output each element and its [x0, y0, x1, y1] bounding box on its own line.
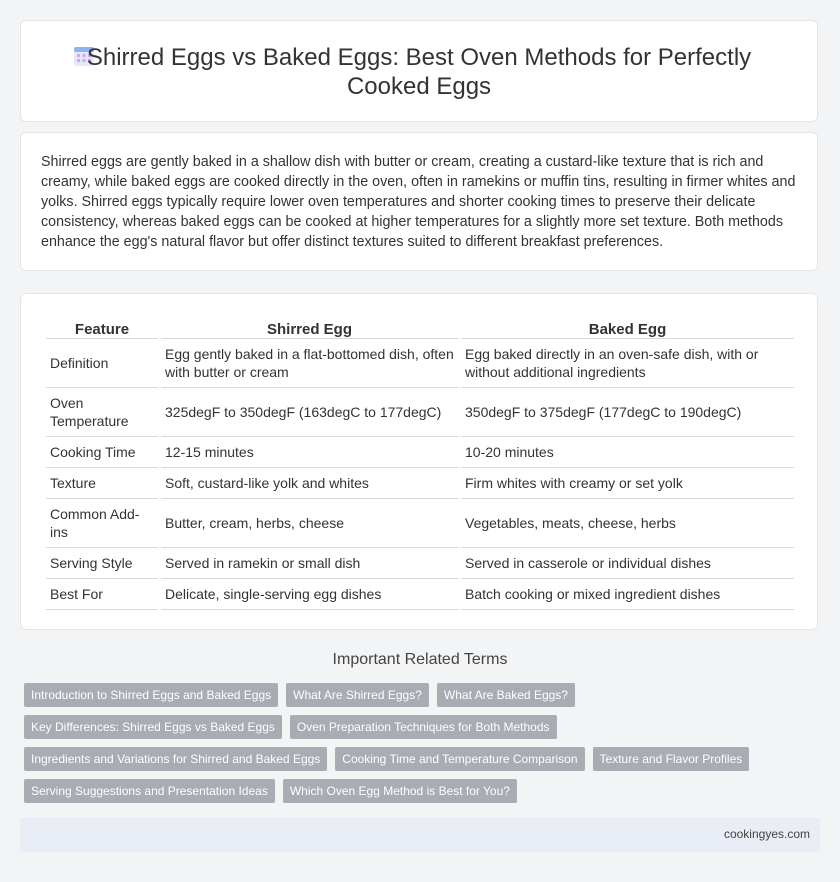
related-term-tag[interactable]: Texture and Flavor Profiles [593, 747, 750, 771]
title-card [20, 20, 818, 122]
related-term-tag[interactable]: What Are Shirred Eggs? [286, 683, 429, 707]
related-term-tag[interactable]: Serving Suggestions and Presentation Ideas [24, 779, 275, 803]
comparison-table [43, 312, 797, 610]
table-row [46, 339, 794, 388]
baked-cell: Batch cooking or mixed ingredient dishes [461, 579, 794, 610]
related-terms-tags [24, 683, 814, 811]
row-label: Definition [46, 339, 158, 388]
row-label: Texture [46, 468, 158, 499]
row-label: Serving Style [46, 548, 158, 579]
shirred-cell: Delicate, single-serving egg dishes [161, 579, 458, 610]
row-label: Common Add-ins [46, 499, 158, 548]
header-baked-egg: Baked Egg [461, 312, 794, 339]
shirred-cell: Butter, cream, herbs, cheese [161, 499, 458, 548]
table-row [46, 468, 794, 499]
table-row [46, 548, 794, 579]
shirred-cell: 325degF to 350degF (163degC to 177degC) [161, 388, 458, 437]
baked-cell: Egg baked directly in an oven-safe dish, with or without additional ingredients [461, 339, 794, 388]
related-term-tag[interactable]: Which Oven Egg Method is Best for You? [283, 779, 517, 803]
baked-cell: Vegetables, meats, cheese, herbs [461, 499, 794, 548]
intro-paragraph: Shirred eggs are gently baked in a shallow dish with butter or cream, creating a custard-like texture that is rich and creamy, while baked eggs are cooked directly in the oven, often in ramekins or muffin tins, resulting in firmer whites and yolks. Shirred eggs typically require lower oven temperatures and shorter cooking times to preserve their delicate consistency, whereas baked eggs can be cooked at higher temperatures for a slightly more set texture. Both methods enhance the egg's natural flavor but offer distinct textures suited to different breakfast preferences. [41, 154, 796, 250]
related-term-tag[interactable]: Oven Preparation Techniques for Both Methods [290, 715, 557, 739]
related-term-tag[interactable]: Cooking Time and Temperature Comparison [335, 747, 584, 771]
row-label: Oven Temperature [46, 388, 158, 437]
table-header-row [46, 312, 794, 339]
intro-card [20, 132, 818, 271]
shirred-cell: Egg gently baked in a flat-bottomed dish, often with butter or cream [161, 339, 458, 388]
footer-site[interactable]: cookingyes.com [723, 827, 810, 841]
row-label: Best For [46, 579, 158, 610]
related-term-tag[interactable]: What Are Baked Eggs? [437, 683, 575, 707]
related-term-tag[interactable]: Key Differences: Shirred Eggs vs Baked Eggs [24, 715, 282, 739]
shirred-cell: Soft, custard-like yolk and whites [161, 468, 458, 499]
related-term-tag[interactable]: Ingredients and Variations for Shirred and Baked Eggs [24, 747, 327, 771]
baked-cell: Served in casserole or individual dishes [461, 548, 794, 579]
footer-bar [20, 818, 820, 852]
baked-cell: 10-20 minutes [461, 437, 794, 468]
related-term-tag[interactable]: Introduction to Shirred Eggs and Baked Eggs [24, 683, 278, 707]
table-row [46, 388, 794, 437]
baked-cell: Firm whites with creamy or set yolk [461, 468, 794, 499]
baked-cell: 350degF to 375degF (177degC to 190degC) [461, 388, 794, 437]
comparison-table-card [20, 293, 818, 630]
header-feature: Feature [46, 312, 158, 339]
table-row [46, 499, 794, 548]
related-terms-heading: Important Related Terms [332, 651, 508, 668]
table-row [46, 579, 794, 610]
page-title: Shirred Eggs vs Baked Eggs: Best Oven Methods for Perfectly Cooked Eggs [86, 44, 752, 100]
shirred-cell: 12-15 minutes [161, 437, 458, 468]
header-shirred-egg: Shirred Egg [161, 312, 458, 339]
table-row [46, 437, 794, 468]
shirred-cell: Served in ramekin or small dish [161, 548, 458, 579]
row-label: Cooking Time [46, 437, 158, 468]
